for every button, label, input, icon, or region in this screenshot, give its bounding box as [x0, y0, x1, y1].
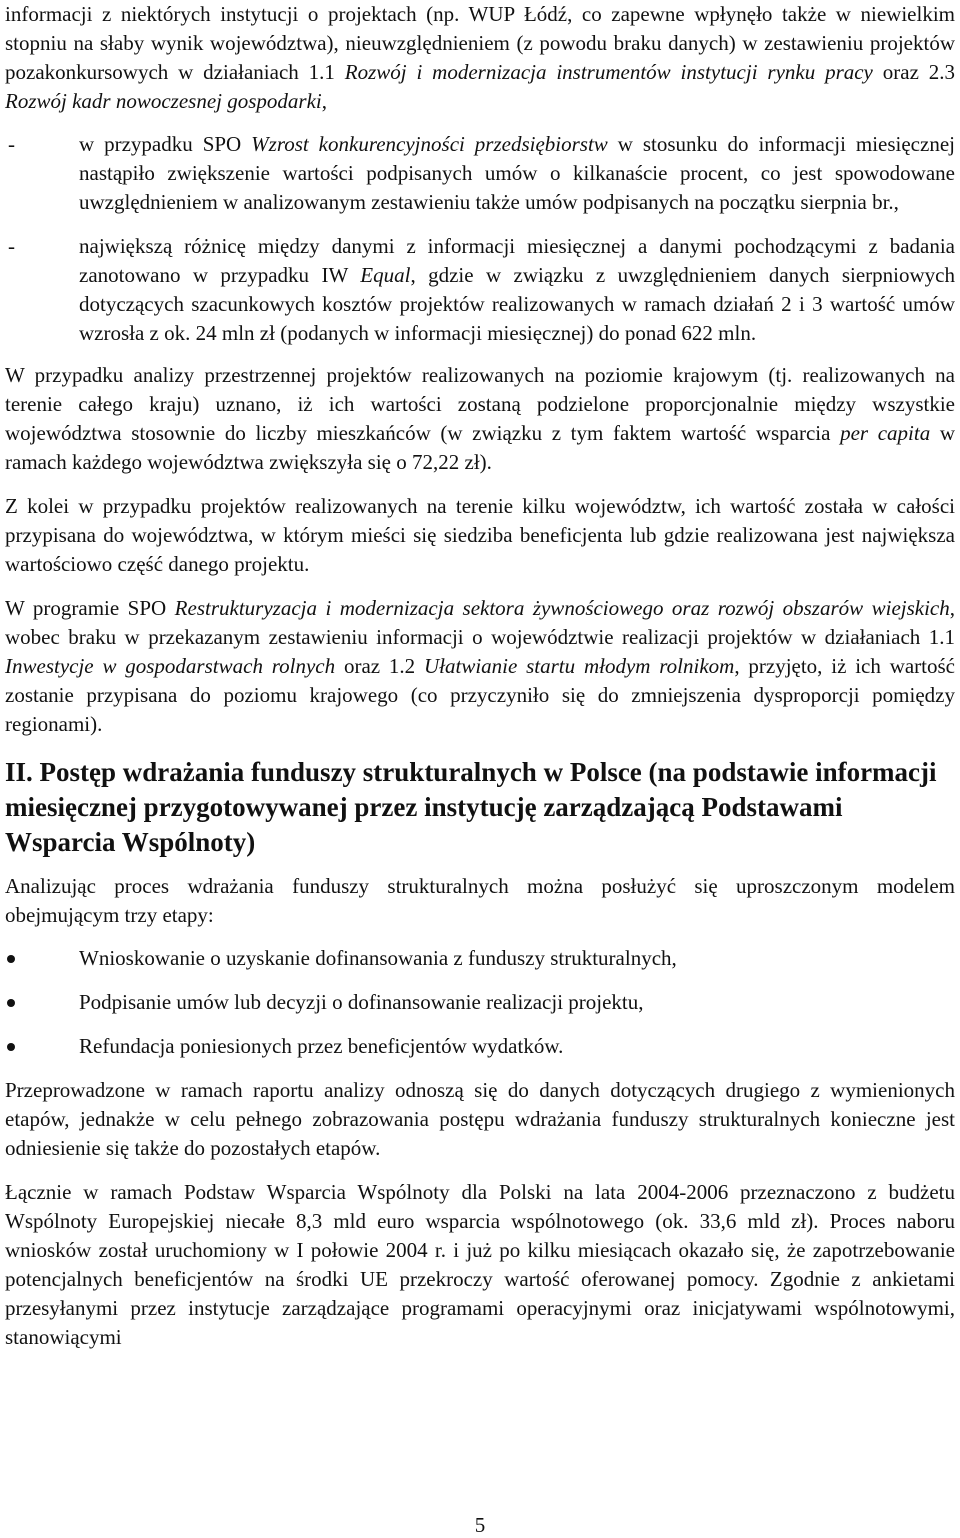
text-span: w ramach każdego województwa zwiększyła się o 72,22 zł). [5, 421, 955, 474]
paragraph-spatial-analysis [5, 361, 955, 477]
text-span: oraz 1.2 [335, 654, 424, 678]
text-span: w przypadku SPO [79, 132, 252, 156]
italic-title: Ułatwianie startu młodym rolnikom [423, 654, 735, 678]
list-item [5, 1032, 955, 1061]
italic-title: Inwestycje w gospodarstwach rolnych [5, 654, 336, 678]
dash-item-spo-wkp [5, 130, 955, 217]
text-span: , wobec braku w przekazanym zestawieniu informacji o województwie realizacji projektów w działaniach 1.1 [5, 596, 956, 649]
italic-term: per capita [840, 421, 931, 445]
stage-list [5, 944, 955, 1061]
bullet-icon [7, 955, 15, 963]
paragraph-intro [5, 0, 955, 116]
paragraph-multi-region: Z kolei w przypadku projektów realizowanych na terenie kilku województw, ich wartość została w całości przypisana do województwa, w którym mieści się siedziba beneficjenta lub gdzie realizowana jest największa wartościowo część danego projektu. [5, 494, 955, 576]
text-span: największą różnicę między danymi z informacji miesięcznej a danymi pochodzącymi z badania zanotowano w przypadku IW [79, 234, 955, 287]
dash-item-iw-equal [5, 232, 955, 348]
italic-title: Rozwój i modernizacja instrumentów instytucji rynku pracy [344, 60, 873, 84]
text-span: W przypadku analizy przestrzennej projektów realizowanych na poziomie krajowym (tj. realizowanych na terenie całego kraju) uznano, iż ich wartości zostaną podzielone proporcjonalnie między wszystkie województwa stosownie do liczby mieszkańców (w związku z tym faktem wartość wsparcia [5, 363, 955, 445]
list-item-text: Wnioskowanie o uzyskanie dofinansowania z funduszy strukturalnych, [79, 946, 677, 970]
list-item [5, 988, 955, 1017]
list-item-text: Refundacja poniesionych przez beneficjentów wydatków. [79, 1034, 564, 1058]
text-span: W programie SPO [5, 596, 175, 620]
dash-marker: - [8, 234, 15, 258]
paragraph-model-intro: Analizując proces wdrażania funduszy strukturalnych można posłużyć się uproszczonym modelem obejmującym trzy etapy: [5, 874, 955, 927]
section-heading: II. Postęp wdrażania funduszy strukturalnych w Polsce (na podstawie informacji miesięcznej przygotowywanej przez instytucję zarządzającą Podstawami Wsparcia Wspólnoty) [5, 757, 937, 857]
paragraph-spo-rural [5, 594, 955, 739]
paragraph-analysis-scope: Przeprowadzone w ramach raportu analizy odnoszą się do danych dotyczących drugiego z wymienionych etapów, jednakże w celu pełnego zobrazowania postępu wdrażania funduszy strukturalnych konieczne jest odniesienie się także do pozostałych etapów. [5, 1078, 955, 1160]
text-span: , gdzie w związku z uwzględnieniem danych sierpniowych dotyczących szacunkowych kosztów projektów realizowanych w ramach działań 2 i 3 wartość umów wzrosła z ok. 24 mln zł (podanych w informacji miesięcznej) do ponad 622 mln. [79, 263, 955, 345]
bullet-icon [7, 999, 15, 1007]
italic-title: Wzrost konkurencyjności przedsiębiorstw [251, 132, 608, 156]
page-number: 5 [474, 1513, 486, 1537]
italic-title: Restrukturyzacja i modernizacja sektora żywnościowego oraz rozwój obszarów wiejskich [174, 596, 950, 620]
document-page [5, 0, 955, 1352]
bullet-icon [7, 1043, 15, 1051]
italic-title: Equal [360, 263, 411, 287]
list-item [5, 944, 955, 973]
dash-marker: - [8, 132, 15, 156]
text-span: w stosunku do informacji miesięcznej nastąpiło zwiększenie wartości podpisanych umów o kilkanaście procent, co jest spowodowane uwzględnieniem w analizowanym zestawieniu także umów podpisanych na początku sierpnia br., [79, 132, 955, 214]
paragraph-pww-budget: Łącznie w ramach Podstaw Wsparcia Wspólnoty dla Polski na lata 2004-2006 przeznaczono z budżetu Wspólnoty Europejskiej niecałe 8,3 mld euro wsparcia wspólnotowego (ok. 33,6 mld zł). Proces naboru wniosków został uruchomiony w I połowie 2004 r. i już po kilku miesiącach okazało się, że zapotrzebowanie potencjalnych beneficjentów na środki UE przekroczy wartość oferowanej pomocy. Zgodnie z ankietami przesyłanymi przez instytucje zarządzające programami operacyjnymi oraz inicjatywami wspólnotowymi, stanowiącymi [5, 1180, 955, 1349]
list-item-text: Podpisanie umów lub decyzji o dofinansowanie realizacji projektu, [79, 990, 644, 1014]
text-span: , [321, 89, 327, 113]
text-span: informacji z niektórych instytucji o projektach (np. WUP Łódź, co zapewne wpłynęło także w niewielkim stopniu na słaby wynik województwa), nieuwzględnieniem (z powodu braku danych) w zestawieniu projektów pozakonkursowych w działaniach 1.1 [5, 2, 955, 84]
text-span: oraz 2.3 [872, 60, 955, 84]
text-span: , przyjęto, iż ich wartość zostanie przypisana do poziomu krajowego (co przyczyniło się do zmniejszenia dysproporcji pomiędzy regionami). [5, 654, 955, 736]
italic-title: Rozwój kadr nowoczesnej gospodarki [5, 89, 322, 113]
